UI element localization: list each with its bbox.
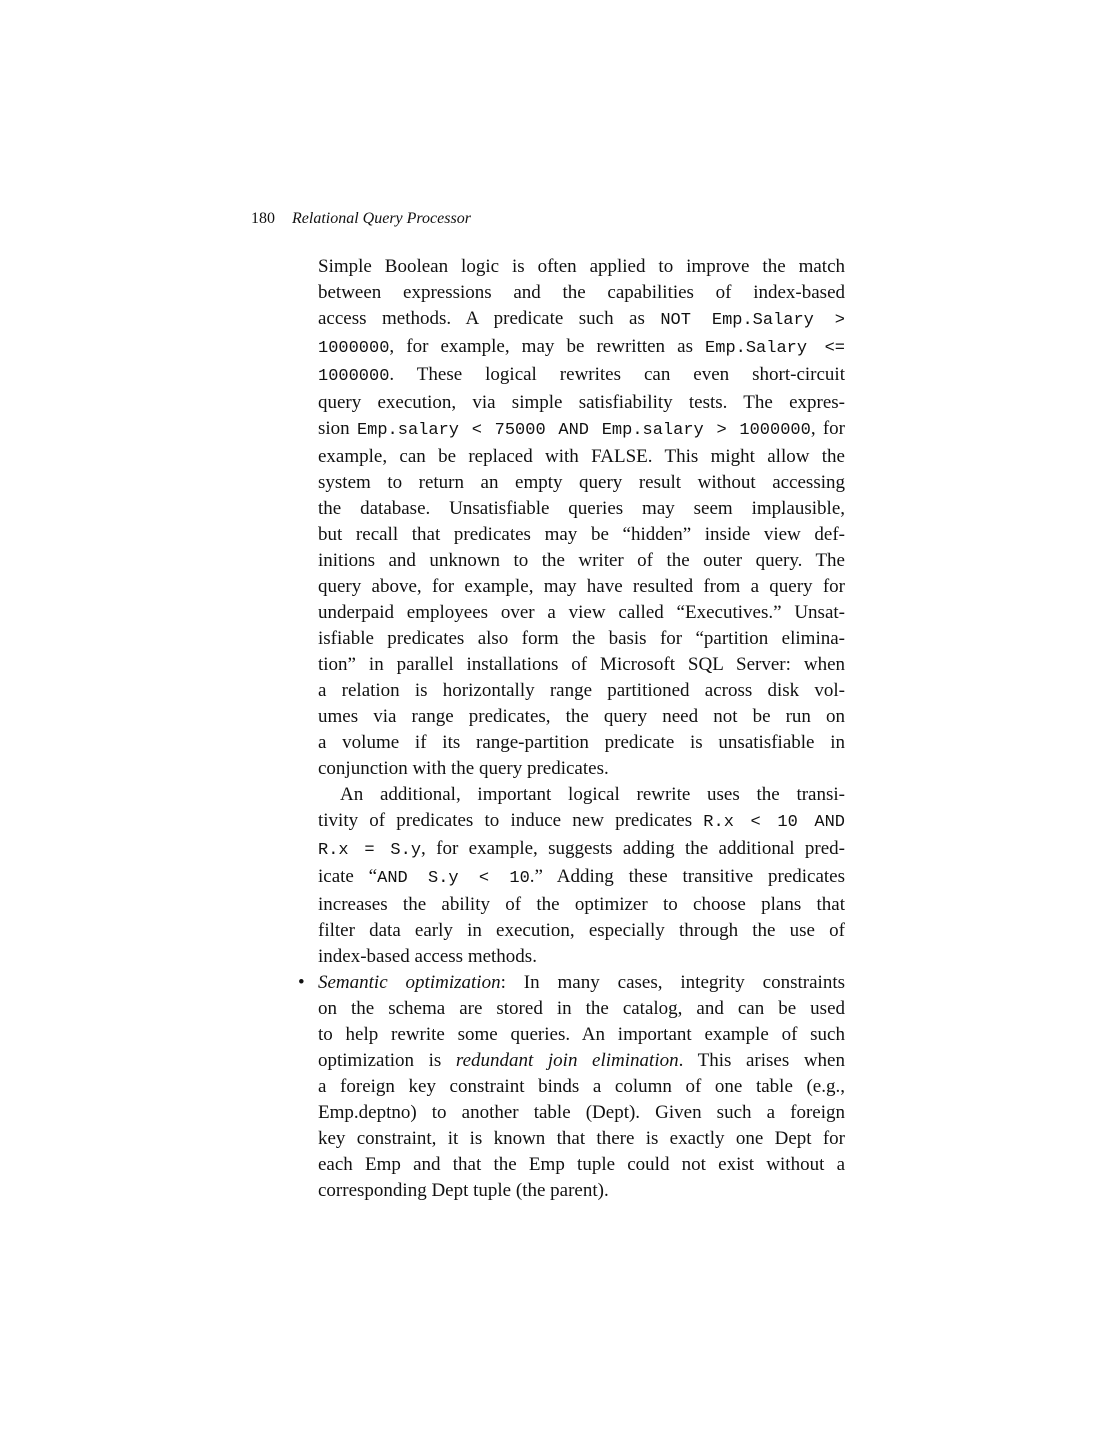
- bullet-marker: •: [298, 972, 305, 993]
- page-header: [0, 209, 1113, 231]
- body-text: underpaid employees over a view called “Executives.” Unsat-: [318, 602, 845, 623]
- text-line: [318, 1178, 845, 1204]
- body-text: conjunction with the query predicates.: [318, 758, 609, 779]
- text-line: [318, 892, 845, 918]
- body-text: . These logical rewrites can even short-circuit: [389, 364, 845, 385]
- text-line: [318, 1152, 845, 1178]
- body-text: system to return an empty query result without accessing: [318, 472, 845, 493]
- code-text: R.x < 10 AND: [703, 813, 846, 832]
- body-text: tivity of predicates to induce new predicates: [318, 810, 704, 831]
- body-text: . This arises when: [678, 1050, 845, 1071]
- text-line: [318, 254, 845, 280]
- body-text: on the schema are stored in the catalog, and can be used: [318, 998, 845, 1019]
- body-text: sion: [318, 418, 357, 439]
- bullet-list-line: [298, 970, 845, 996]
- text-line: [318, 600, 845, 626]
- text-line: [318, 306, 845, 334]
- text-line: [318, 470, 845, 496]
- body-text: access methods. A predicate such as: [318, 308, 661, 329]
- body-text: .” Adding these transitive predicates: [529, 866, 846, 887]
- text-line: [318, 678, 845, 704]
- body-text: but recall that predicates may be “hidden” inside view def-: [318, 524, 845, 545]
- code-text: AND S.y < 10: [377, 869, 530, 888]
- body-text: Emp.deptno) to another table (Dept). Given such a foreign: [318, 1102, 845, 1123]
- body-text: query above, for example, may have resulted from a query for: [318, 576, 845, 597]
- text-line: [318, 730, 845, 756]
- body-text: An additional, important logical rewrite uses the transi-: [340, 784, 845, 805]
- text-line: [318, 444, 845, 470]
- text-line: [318, 704, 845, 730]
- text-line: [318, 782, 845, 808]
- text-line: [318, 574, 845, 600]
- text-line: [318, 1048, 845, 1074]
- text-line: [318, 918, 845, 944]
- body-text: a foreign key constraint binds a column of one table (e.g.,: [318, 1076, 845, 1097]
- text-line: [318, 836, 845, 864]
- code-text: NOT Emp.Salary >: [660, 311, 845, 330]
- text-line: [318, 362, 845, 390]
- body-text: a relation is horizontally range partitioned across disk vol-: [318, 680, 845, 701]
- text-line: [318, 756, 845, 782]
- text-line: [318, 1022, 845, 1048]
- code-text: 1000000: [318, 339, 390, 358]
- body-text: optimization is: [318, 1050, 456, 1071]
- body-text: Simple Boolean logic is often applied to improve the match: [318, 256, 845, 277]
- text-line: [318, 1074, 845, 1100]
- text-line: [318, 280, 845, 306]
- body-text: isfiable predicates also form the basis for “partition elimina-: [318, 628, 845, 649]
- body-text: , for example, suggests adding the additional pred-: [421, 838, 845, 859]
- text-line: [318, 496, 845, 522]
- body-text: initions and unknown to the writer of the outer query. The: [318, 550, 845, 571]
- body-text: increases the ability of the optimizer to choose plans that: [318, 894, 845, 915]
- body-text: tion” in parallel installations of Microsoft SQL Server: when: [318, 654, 845, 675]
- text-line: [318, 1100, 845, 1126]
- text-line: [318, 522, 845, 548]
- text-line: [318, 416, 845, 444]
- code-text: Emp.Salary <=: [705, 339, 845, 358]
- italic-term: redundant join elimination: [455, 1050, 679, 1071]
- text-line: [318, 808, 845, 836]
- text-line: [318, 652, 845, 678]
- code-text: R.x = S.y: [318, 841, 422, 860]
- body-text: index-based access methods.: [318, 946, 537, 967]
- text-line: [318, 390, 845, 416]
- body-text: query execution, via simple satisfiability tests. The expres-: [318, 392, 845, 413]
- running-head-title: Relational Query Processor: [292, 210, 471, 227]
- body-text: a volume if its range-partition predicate is unsatisfiable in: [318, 732, 845, 753]
- text-line: [318, 996, 845, 1022]
- body-text: to help rewrite some queries. An important example of such: [318, 1024, 845, 1045]
- text-line: [318, 626, 845, 652]
- text-line: [318, 548, 845, 574]
- body-text: , for example, may be rewritten as: [389, 336, 706, 357]
- body-text: corresponding Dept tuple (the parent).: [318, 1180, 609, 1201]
- body-text: the database. Unsatisfiable queries may seem implausible,: [318, 498, 845, 519]
- body-text-block: [298, 254, 846, 1204]
- text-line: [318, 334, 845, 362]
- body-text: each Emp and that the Emp tuple could not exist without a: [318, 1154, 845, 1175]
- text-line: [318, 944, 845, 970]
- code-text: Emp.salary < 75000 AND Emp.salary > 1000000: [356, 421, 811, 440]
- body-text: icate “: [318, 866, 378, 887]
- body-text: between expressions and the capabilities of index-based: [318, 282, 845, 303]
- body-text: , for: [810, 418, 845, 439]
- body-text: filter data early in execution, especially through the use of: [318, 920, 845, 941]
- text-line: [318, 1126, 845, 1152]
- italic-term: Semantic optimization: [318, 972, 501, 993]
- text-line: [318, 864, 845, 892]
- page-number: 180: [251, 210, 275, 227]
- body-text: : In many cases, integrity constraints: [500, 972, 845, 993]
- code-text: 1000000: [318, 367, 390, 386]
- body-text: key constraint, it is known that there is exactly one Dept for: [318, 1128, 845, 1149]
- body-text: example, can be replaced with FALSE. This might allow the: [318, 446, 845, 467]
- body-text: umes via range predicates, the query need not be run on: [318, 706, 845, 727]
